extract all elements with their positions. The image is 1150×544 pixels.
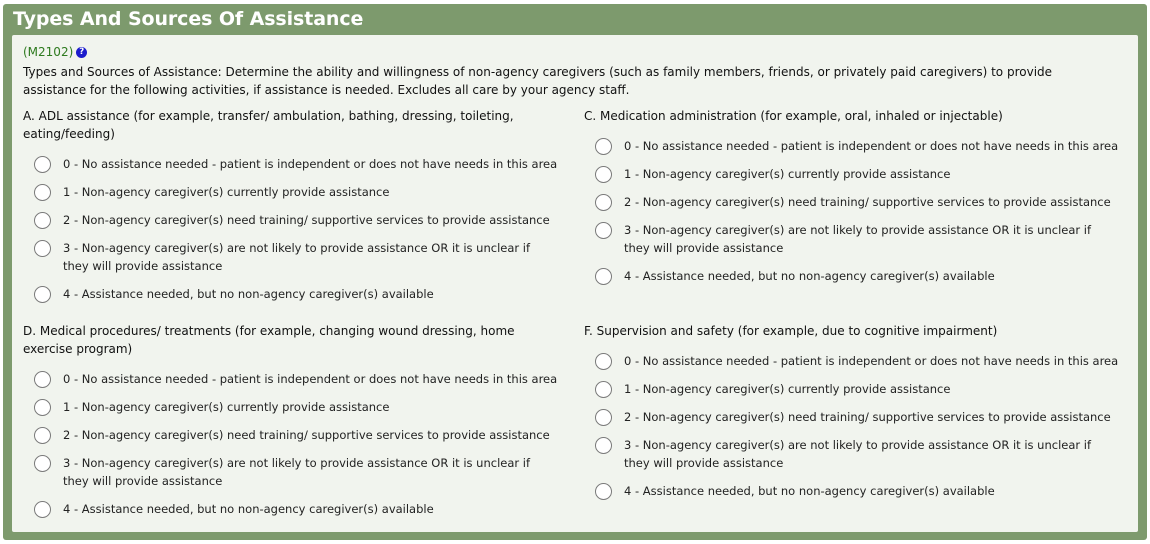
section-c-label: C. Medication administration (for example, oral, inhaled or injectable) bbox=[584, 109, 1003, 123]
option-c-2[interactable] bbox=[584, 193, 1129, 211]
section-f-label: F. Supervision and safety (for example, due to cognitive impairment) bbox=[584, 324, 998, 338]
option-label: 2 - Non-agency caregiver(s) need training/ supportive services to provide assistance bbox=[63, 428, 550, 442]
option-a-4[interactable] bbox=[23, 285, 568, 303]
section-a-label: A. ADL assistance (for example, transfer/ ambulation, bathing, dressing, toileting, eating/feeding) bbox=[23, 109, 514, 141]
radio-a-3[interactable] bbox=[34, 240, 51, 257]
radio-a-2[interactable] bbox=[34, 212, 51, 229]
option-f-0[interactable] bbox=[584, 352, 1129, 370]
radio-c-3[interactable] bbox=[595, 222, 612, 239]
question-circle-icon[interactable]: ? bbox=[76, 47, 87, 58]
option-label: 1 - Non-agency caregiver(s) currently provide assistance bbox=[624, 167, 951, 181]
option-f-4[interactable] bbox=[584, 482, 1129, 500]
radio-f-1[interactable] bbox=[595, 381, 612, 398]
option-a-2[interactable] bbox=[23, 211, 568, 229]
option-label: 4 - Assistance needed, but no non-agency caregiver(s) available bbox=[624, 269, 995, 283]
option-f-1[interactable] bbox=[584, 380, 1129, 398]
item-code-line bbox=[23, 45, 87, 59]
radio-c-2[interactable] bbox=[595, 194, 612, 211]
radio-d-4[interactable] bbox=[34, 501, 51, 518]
option-d-2[interactable] bbox=[23, 426, 568, 444]
panel-content bbox=[12, 35, 1138, 532]
option-label: 0 - No assistance needed - patient is independent or does not have needs in this area bbox=[624, 354, 1119, 368]
section-f bbox=[584, 322, 1129, 500]
option-a-3[interactable] bbox=[23, 239, 568, 275]
option-d-1[interactable] bbox=[23, 398, 568, 416]
option-c-1[interactable] bbox=[584, 165, 1129, 183]
option-label: 3 - Non-agency caregiver(s) are not likely to provide assistance OR it is unclear if they will provide assistance bbox=[63, 456, 531, 488]
radio-c-4[interactable] bbox=[595, 268, 612, 285]
section-c bbox=[584, 107, 1129, 285]
radio-f-0[interactable] bbox=[595, 353, 612, 370]
radio-a-0[interactable] bbox=[34, 156, 51, 173]
section-a-options bbox=[23, 155, 568, 303]
option-d-4[interactable] bbox=[23, 500, 568, 518]
option-c-0[interactable] bbox=[584, 137, 1129, 155]
option-label: 3 - Non-agency caregiver(s) are not likely to provide assistance OR it is unclear if they will provide assistance bbox=[63, 241, 531, 273]
radio-f-4[interactable] bbox=[595, 483, 612, 500]
section-c-options bbox=[584, 137, 1129, 285]
option-d-0[interactable] bbox=[23, 370, 568, 388]
option-f-3[interactable] bbox=[584, 436, 1129, 472]
instructions-text: Types and Sources of Assistance: Determine the ability and willingness of non-agency caregivers (such as family members, friends, or privately paid caregivers) to provide assistance for the following activities, if assistance is needed. Excludes all care by your agency staff. bbox=[23, 65, 1053, 97]
section-d-label: D. Medical procedures/ treatments (for example, changing wound dressing, home exercise program) bbox=[23, 324, 515, 356]
radio-a-4[interactable] bbox=[34, 286, 51, 303]
option-label: 3 - Non-agency caregiver(s) are not likely to provide assistance OR it is unclear if they will provide assistance bbox=[624, 438, 1092, 470]
section-d bbox=[23, 322, 568, 518]
radio-d-1[interactable] bbox=[34, 399, 51, 416]
option-label: 2 - Non-agency caregiver(s) need training/ supportive services to provide assistance bbox=[624, 195, 1111, 209]
option-d-3[interactable] bbox=[23, 454, 568, 490]
option-f-2[interactable] bbox=[584, 408, 1129, 426]
section-a bbox=[23, 107, 568, 303]
option-a-0[interactable] bbox=[23, 155, 568, 173]
option-label: 2 - Non-agency caregiver(s) need training/ supportive services to provide assistance bbox=[624, 410, 1111, 424]
assistance-panel bbox=[3, 4, 1147, 540]
option-label: 1 - Non-agency caregiver(s) currently provide assistance bbox=[624, 382, 951, 396]
option-c-3[interactable] bbox=[584, 221, 1129, 257]
radio-d-0[interactable] bbox=[34, 371, 51, 388]
option-label: 2 - Non-agency caregiver(s) need training/ supportive services to provide assistance bbox=[63, 213, 550, 227]
option-label: 0 - No assistance needed - patient is independent or does not have needs in this area bbox=[624, 139, 1119, 153]
radio-c-0[interactable] bbox=[595, 138, 612, 155]
radio-a-1[interactable] bbox=[34, 184, 51, 201]
option-label: 4 - Assistance needed, but no non-agency caregiver(s) available bbox=[63, 502, 434, 516]
option-c-4[interactable] bbox=[584, 267, 1129, 285]
section-d-options bbox=[23, 370, 568, 518]
radio-c-1[interactable] bbox=[595, 166, 612, 183]
option-label: 0 - No assistance needed - patient is independent or does not have needs in this area bbox=[63, 372, 558, 386]
radio-d-2[interactable] bbox=[34, 427, 51, 444]
section-f-options bbox=[584, 352, 1129, 500]
option-a-1[interactable] bbox=[23, 183, 568, 201]
item-code: (M2102) bbox=[23, 45, 74, 59]
option-label: 1 - Non-agency caregiver(s) currently provide assistance bbox=[63, 400, 390, 414]
panel-title: Types And Sources Of Assistance bbox=[13, 8, 364, 30]
option-label: 4 - Assistance needed, but no non-agency caregiver(s) available bbox=[624, 484, 995, 498]
radio-f-2[interactable] bbox=[595, 409, 612, 426]
option-label: 4 - Assistance needed, but no non-agency caregiver(s) available bbox=[63, 287, 434, 301]
option-label: 1 - Non-agency caregiver(s) currently provide assistance bbox=[63, 185, 390, 199]
radio-d-3[interactable] bbox=[34, 455, 51, 472]
option-label: 3 - Non-agency caregiver(s) are not likely to provide assistance OR it is unclear if they will provide assistance bbox=[624, 223, 1092, 255]
radio-f-3[interactable] bbox=[595, 437, 612, 454]
option-label: 0 - No assistance needed - patient is independent or does not have needs in this area bbox=[63, 157, 558, 171]
